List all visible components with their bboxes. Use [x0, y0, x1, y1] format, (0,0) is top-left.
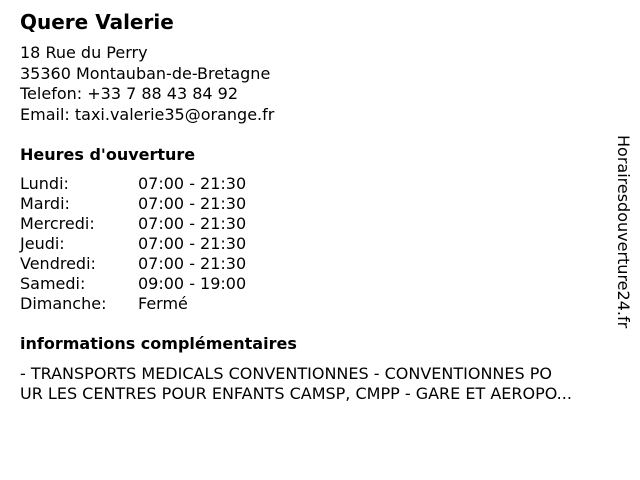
business-name: Quere Valerie [20, 10, 174, 34]
day-label: Mercredi: [20, 214, 95, 233]
email-line: Email: taxi.valerie35@orange.fr [20, 104, 275, 124]
day-label: Samedi: [20, 274, 86, 293]
hours-value: 07:00 - 21:30 [138, 194, 247, 213]
street-address: 18 Rue du Perry [20, 43, 148, 62]
day-label: Lundi: [20, 174, 69, 193]
additional-info-text [20, 364, 630, 404]
day-label: Mardi: [20, 194, 70, 213]
day-label: Dimanche: [20, 294, 107, 313]
hours-value: 07:00 - 21:30 [138, 174, 247, 193]
additional-info-line: - TRANSPORTS MEDICALS CONVENTIONNES - CONVENTIONNES PO [20, 364, 552, 383]
contact-block [20, 43, 274, 125]
hours-value: 07:00 - 21:30 [138, 254, 247, 273]
additional-info-line: UR LES CENTRES POUR ENFANTS CAMSP, CMPP - GARE ET AEROPO... [20, 384, 572, 403]
hours-value: 09:00 - 19:00 [138, 274, 247, 293]
day-label: Vendredi: [20, 254, 96, 273]
hours-value: 07:00 - 21:30 [138, 214, 247, 233]
hours-value: 07:00 - 21:30 [138, 234, 247, 253]
phone-line: Telefon: +33 7 88 43 84 92 [20, 84, 239, 103]
opening-hours-heading: Heures d'ouverture [20, 145, 196, 164]
day-label: Jeudi: [20, 234, 65, 253]
city-line: 35360 Montauban-de-Bretagne [20, 63, 271, 83]
site-watermark: Horairesdouverture24.fr [614, 135, 633, 329]
hours-value: Fermé [138, 294, 188, 313]
additional-info-heading: informations complémentaires [20, 334, 297, 353]
